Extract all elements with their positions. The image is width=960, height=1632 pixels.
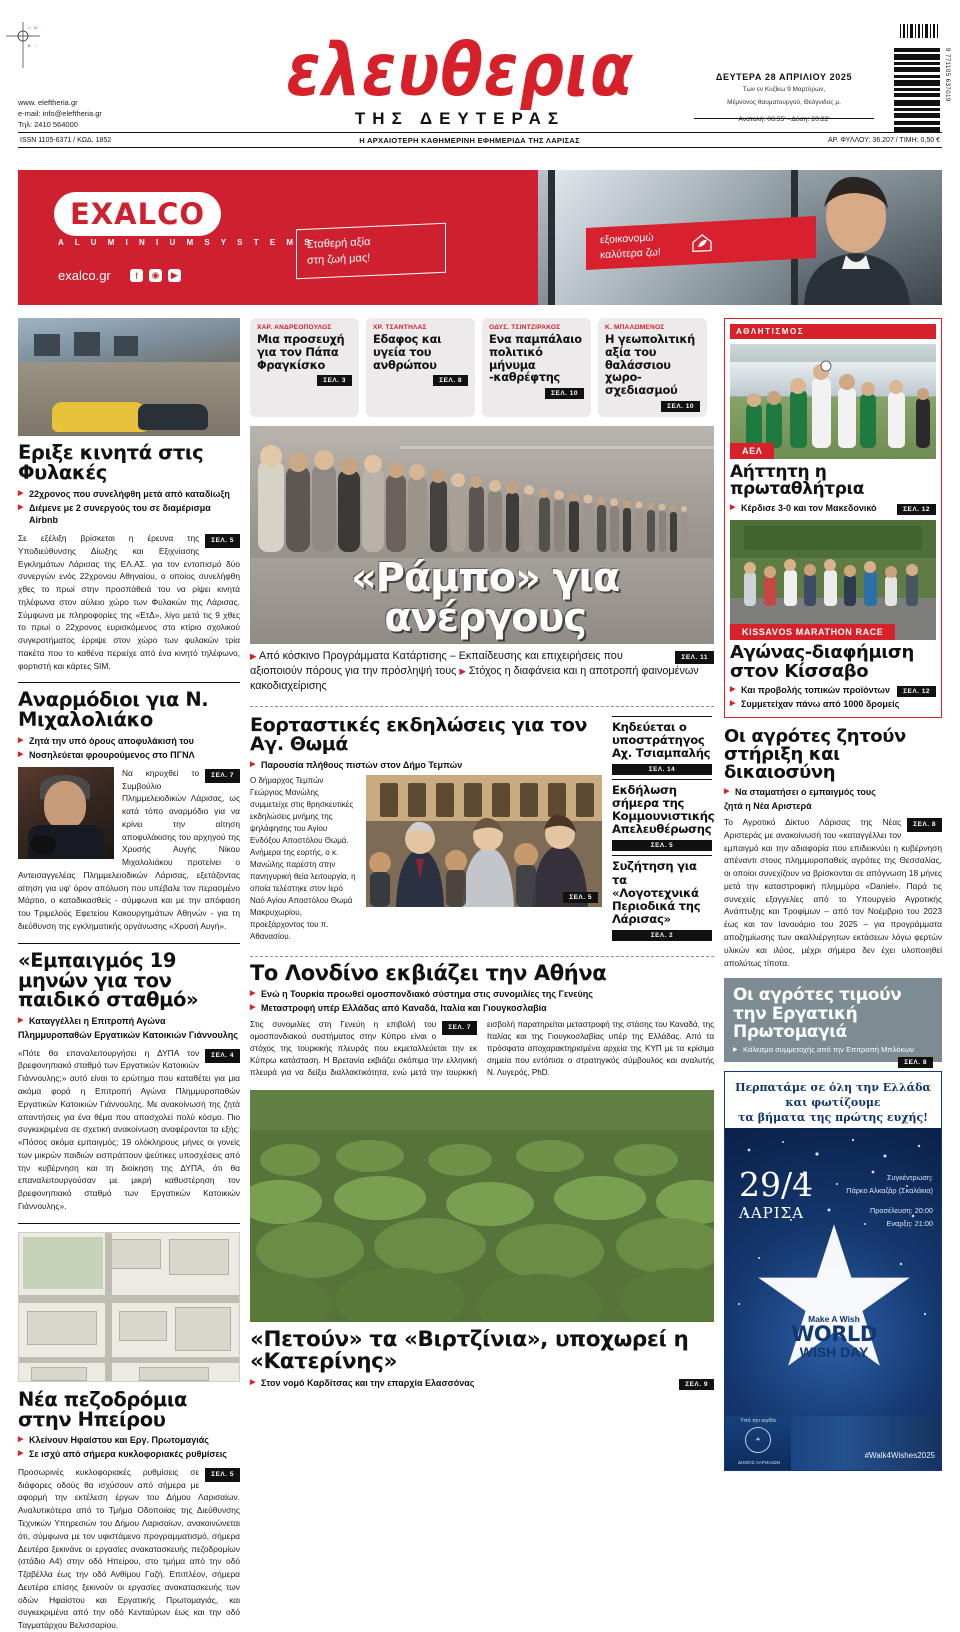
page-reference-badge[interactable]: ΣΕΛ. 10	[545, 388, 584, 399]
exalco-url[interactable]: exalco.gr	[58, 268, 111, 283]
page-reference-badge[interactable]: ΣΕΛ. 7	[205, 769, 240, 783]
article-headline: Εριξε κινητά στις Φυλακές	[18, 441, 204, 484]
barcode-main-icon	[894, 48, 940, 132]
page-reference-badge[interactable]: ΣΕΛ. 4	[205, 1049, 240, 1063]
logo-subtitle: ΤΗΣ ΔΕΥΤΕΡΑΣ	[354, 108, 566, 128]
meeting-label: Συγκέντρωση:	[886, 1173, 933, 1183]
article-farmers-support	[724, 725, 942, 970]
brief-boxes-column	[612, 716, 715, 945]
center-column	[250, 318, 714, 1391]
article-tobacco-varieties	[250, 1326, 714, 1391]
teaser-card[interactable]	[482, 318, 591, 417]
barcode-top-icon	[898, 22, 942, 40]
bullet-item: ▶ Διέμενε με 2 συνεργούς του σε διαμέρισμα Airbnb	[18, 502, 240, 528]
wish-title-line1: WORLD	[791, 1322, 877, 1347]
article-headline: «Πετούν» τα «Βιρτζίνια», υποχωρεί η «Κατερίνης»	[250, 1326, 689, 1374]
plan-block	[169, 1239, 229, 1275]
article-headline: Αναρμόδιοι για Ν. Μιχαλολιάκο	[18, 688, 209, 732]
slogan-right-line1: εξοικονομώ	[600, 231, 654, 247]
microphone-icon	[30, 835, 56, 855]
mayday-promo-box[interactable]	[724, 978, 942, 1067]
lead-sub-line2: που αξιοποιούν πόρους για την πρόσληψή τους	[250, 649, 623, 678]
brief-title: Συζήτηση για τα «Λογοτεχνικά Περιοδικά της Λάρισας»	[612, 859, 701, 926]
article-headline: Νέα πεζοδρόμια στην Ηπείρου	[18, 1387, 188, 1431]
teaser-card[interactable]	[598, 318, 707, 417]
left-column	[18, 318, 240, 1632]
issue-number-price: ΑΡ. ΦΥΛΛΟΥ: 36.207 / ΤΙΜΗ: 0,50 €	[827, 136, 940, 144]
exalco-logo	[54, 192, 221, 236]
slogan-left-line1: Σταθερή αξία	[307, 236, 371, 251]
thomas-article	[250, 713, 602, 945]
brief-box[interactable]	[612, 716, 712, 775]
plan-block	[31, 1367, 87, 1381]
masthead	[0, 0, 960, 145]
article-michaloliakos	[18, 690, 240, 932]
teaser-card[interactable]	[366, 318, 475, 417]
plan-road	[19, 1357, 240, 1363]
auspices-label: Υπό την αιγίδα	[740, 1418, 776, 1425]
article-headline: Οι αγρότες ζητούν στήριξη και δικαιοσύνη	[724, 725, 906, 784]
start-time: Εναρξη: 21:00	[886, 1218, 933, 1228]
article-headline: Αγώνας-διαφήμιση στον Κίσσαβο	[730, 642, 914, 682]
wish-top-line2: τα βήματα της πρώτης ευχής!	[738, 1111, 928, 1125]
issue-date: ΔΕΥΤΕΡΑ 28 ΑΠΡΙΛΙΟΥ 2025	[715, 72, 853, 82]
registration-mark-icon	[6, 22, 40, 68]
barcode-number: 9 771105 637019	[944, 48, 950, 102]
bullet-item: ▶ Και προβολής τοπικών προϊόντων	[730, 684, 936, 697]
wish-city-text: ΛΑΡΙΣΑ	[739, 1204, 805, 1223]
page-reference-badge[interactable]: ΣΕΛ. 3	[317, 375, 352, 386]
logo-wordmark: ελευθερια	[286, 26, 634, 113]
right-column	[724, 318, 942, 1471]
svg-text:M: M	[34, 25, 38, 30]
sports-section	[724, 318, 942, 718]
article-bullets	[18, 1015, 240, 1041]
article-new-sidewalks	[18, 1387, 240, 1632]
tobacco-plants-graphic	[250, 1090, 714, 1322]
bullet-item: ▶ Ενώ η Τουρκία προωθεί ομοσπονδιακό σύστημα στις συνομιλίες της Γενεύης	[250, 988, 714, 1001]
page-reference-badge[interactable]: ΣΕΛ. 7	[442, 1021, 477, 1035]
teaser-title: Μια προσευχή για τον Πάπα Φραγκίσκο	[257, 332, 345, 372]
page-reference-badge[interactable]: ΣΕΛ. 8	[898, 1057, 933, 1068]
municipality-label: ΔΗΜΟΣ ΛΑΡΙΣΑΙΩΝ	[737, 1460, 781, 1466]
page-reference-badge[interactable]: ΣΕΛ. 12	[897, 686, 936, 697]
teaser-title: Η γεωπολιτική αξία του θαλάσσιου χωρο-σχεδιασμού	[605, 332, 695, 398]
bullet-triangle-icon: ▶	[250, 650, 257, 661]
brief-box[interactable]	[612, 855, 712, 940]
svg-text:Y: Y	[34, 43, 37, 48]
article-body	[18, 532, 240, 672]
plan-block	[27, 1311, 97, 1345]
wish-ad-header	[725, 1072, 941, 1135]
plan-block	[139, 1367, 209, 1381]
promo-bullet: ▶ Κάλεσμα συμμετοχής από την Επιτροπή Μπλόκων	[733, 1045, 933, 1054]
page-reference-badge[interactable]: ΣΕΛ. 8	[907, 818, 942, 832]
plan-block	[109, 1239, 161, 1269]
make-a-wish-logo	[791, 1314, 877, 1360]
article-london-athens	[250, 960, 714, 1080]
article-body-text: Σε εξέλιξη βρίσκεται η έρευνα της Υποδιεύθυνσης Δίωξης και Εξιχνίασης Εγκλημάτων Λάρισας της ΕΛ.ΑΣ. για τον εντοπισμό δύο συνεργών ενός 22χρονου Αθηναίου, ο οποίος συνελήφθη χθες το πρωί στην προσπάθειά του να ρίψει κινητά τηλέφωνα στον αύλειο χώρο των Φυλακών της Λάρισας. Σύμφωνα με πληροφορίες της «ΕτΔ», λίγο μετά τις 9 χθες το πρωί ο 22χρονος ευρισκόμενος στο κτίριο σχολικού συγκροτήματος έρριψε στον χώρο των φυλακών τρία πακέτα που το καθένα περιείχε από ένα κινητό τηλέφωνο, φορτιστή και κάρτες SIM.	[18, 533, 240, 671]
saints-line-2: Μέμνονος θαυματουργού, Θεόγνιδος μ.	[727, 98, 841, 106]
opinion-teaser-row	[250, 318, 714, 417]
slogan-right-line2: καλύτερα ζω!	[600, 246, 661, 262]
exalco-brand-text: EXALCO	[70, 197, 206, 231]
wish-top-line1: Περπατάμε σε όλη την Ελλάδα και φωτίζουμε	[735, 1081, 931, 1110]
teaser-card[interactable]	[250, 318, 359, 417]
race-tag: KISSAVOS MARATHON RACE	[730, 624, 895, 640]
photo-window	[74, 332, 100, 356]
michaloliakos-portrait-photo	[18, 767, 114, 859]
teaser-author: ΟΔΥΣ. ΤΣΙΝΤΖΙΡΑΚΟΣ	[489, 324, 561, 331]
lead-story-subheadline	[250, 649, 714, 695]
article-subline: Πλημμυροπαθών Εργατικών Κατοικιών Γιάννουλης	[18, 1030, 238, 1041]
football-match-photo	[730, 344, 936, 459]
brief-title: Κηδεύεται ο υποστράτηγος Αχ. Τσιαμπαλής	[612, 719, 711, 760]
sports-section-label: ΑΘΛΗΤΙΣΜΟΣ	[730, 324, 936, 339]
phone-text: Τηλ: 2410 564000	[18, 119, 78, 129]
article-body-text: Το Αγροτικό Δίκτυο Λάρισας της Νέας Αριστεράς με ανακοίνωσή του «καταγγέλλει τον εμπαιγμό και την αδιαφορία που επιδεικνύει η κυβέρνηση απέναντι στους πλημμυροπαθείς αγρότες της Θεσσαλίας, οι οποίοι συνεχίζουν να βρίσκονται σε απόγνωση 18 μήνες μετά την καταστροφική πλημμύρα «Daniel». Παρά τις συνεχείς εξαγγελίες από το Υπουργείο Αγροτικής Ανάπτυξης και Τροφίμων – από τον Νοέμβριο του 2023 έως και τον Ιανουάριο του 2025 – για προγράμματα αποζημίωσης των ακαλλιέργητων εκτάσεων λόγω φερτών υλικών και ιλύος, μέχρι σήμερα δεν έχει υλοποιηθεί απολύτως τίποτα.	[724, 817, 942, 968]
svg-text:K: K	[28, 43, 31, 48]
publisher-contact	[18, 98, 102, 131]
exalco-subtitle: A L U M I N I U M S Y S T E M S	[58, 238, 315, 247]
bullet-item: ▶ Να σταματήσει ο εμπαιγμός τους	[724, 786, 942, 799]
brand-text: Make A Wish	[808, 1314, 860, 1325]
article-body	[250, 1019, 714, 1080]
bullet-triangle-icon: ▶	[459, 666, 466, 677]
bullet-item: ▶ Νοσηλεύεται φρουρούμενος στο ΠΓΝΛ	[18, 749, 240, 762]
tobacco-field-photo	[250, 1090, 714, 1322]
footer-crowd-photo	[791, 1416, 942, 1470]
article-body	[18, 1466, 240, 1632]
bullet-item: ▶ Ζητά την υπό όρους αποφυλάκισή του	[18, 735, 240, 748]
plan-block	[175, 1307, 231, 1351]
bullet-item: ▶ Παρουσία πλήθους πιστών στον Δήμο Τεμπών	[250, 759, 602, 772]
section-divider	[250, 706, 714, 707]
bullet-item: ▶ Συμμετείχαν πάνω από 1000 δρομείς	[730, 698, 936, 711]
world-wish-day-advertisement[interactable]	[724, 1071, 942, 1471]
teaser-author: ΧΡ. ΤΣΑΝΤΗΛΑΣ	[373, 324, 427, 331]
page-reference-badge[interactable]: ΣΕΛ. 12	[897, 504, 936, 515]
portrait-face	[44, 781, 86, 829]
page-reference-badge[interactable]: ΣΕΛ. 8	[433, 375, 468, 386]
article-headline: Εορταστικές εκδηλώσεις για τον Αγ. Θωμά	[250, 713, 588, 756]
teaser-author: ΧΑΡ. ΑΝΔΡΕΟΠΟΥΛΟΣ	[257, 324, 332, 331]
article-body-text: Ο δήμαρχος Τεμπών Γεώργιος Μανώλης συμμετείχε στις θρησκευτικές εκδηλώσεις μνήμης της ψηλάφησης του Αγίου Ενδόξου Αποστόλου Θωμά. Ανήμερα της εορτής, ο κ. Μανώλης παρέστη στην πανηγυρική θεία λειτουργία, η οποία τελέστηκε στον Ιερό Ναό Αγίου Αποστόλου Θωμά Μακρυχωρίου, προεξάρχοντος του π. Αθανασίου.	[250, 776, 356, 942]
article-headline: Το Λονδίνο εκβιάζει την Αθήνα	[250, 960, 607, 985]
queue-of-people-graphic	[250, 440, 714, 560]
bullet-item: ▶ Μεταστροφή υπέρ Ελλάδας από Καναδά, Ιταλία και Γιουγκοσλαβία	[250, 1002, 714, 1015]
website-text: www. eleftheria.gr	[18, 98, 78, 107]
section-divider	[250, 956, 714, 957]
sunrise-sunset: Ανατολή: 06:35' - Δύση: 20:22'	[738, 115, 830, 123]
municipality-seal-icon: ☘	[745, 1427, 771, 1453]
date-block	[694, 72, 874, 123]
article-body	[724, 816, 942, 969]
svg-text:C: C	[28, 25, 31, 30]
article-body-text: «Πότε θα επαναλειτουργήσει η ΔΥΠΑ τον βρεφονηπιακό σταθμό των Εργατικών Κατοικιών Γιάννουλης;» αυτό είναι το ερώτημα που καταθέτει για μια ακόμα φορά η Επιτροπή Αγώνα Πλημμυροπαθών Εργατικών Κατοικιών Γιάννουλης. Με ανακοίνωσή της ζητά απαντήσεις για ένα θέμα που απασχολεί πολύ κόσμο. Πιο συγκεκριμένα σε σχετική ανακοίνωση αναφέρονται τα εξής: «Πόσος ακόμα εμπαιγμός; 19 ολόκληρους μήνες οι γονείς των μικρών παιδιών εισπράττουν ψεύτικες υποσχέσεις από την κυβέρνηση και τη διοίκηση της ΔΥΠΑ, ότι θα επαναλειτουργούσαν με μικρή καθυστέρηση τον βρεφονηπιακό σταθμό των Εργατικών Κατοικιών Γιάννουλης».	[18, 1047, 240, 1211]
photo-window	[34, 334, 60, 356]
article-bullets	[18, 735, 240, 762]
photo-dark-car	[138, 404, 208, 430]
page-reference-badge[interactable]: ΣΕΛ. 11	[675, 651, 714, 664]
instagram-icon[interactable]: ◉	[149, 269, 162, 282]
newspaper-logo	[235, 26, 685, 129]
church-ceremony-photo	[366, 775, 602, 907]
thomas-and-sidebar-row	[250, 713, 715, 945]
page-reference-badge[interactable]: ΣΕΛ. 5	[563, 892, 598, 903]
lead-sub-line3: Στόχος η διαφάνεια	[468, 665, 561, 678]
bullet-item: ▶ Κέρδισε 3-0 και τον Μακεδονικό	[730, 502, 936, 515]
article-subline: ζητά η Νέα Αριστερά	[724, 800, 812, 811]
congregation-graphic	[366, 775, 602, 907]
saints-line-1: Των εν Κυζίκω 9 Μαρτύρων,	[742, 86, 826, 93]
teaser-title: Ενα παμπάλαιο πολιτικό μήνυμα -καθρέφτης	[489, 332, 582, 385]
article-prison-phones	[18, 443, 240, 672]
issn-text: ISSN 1105-6371 / ΚΩΔ. 1852	[20, 136, 112, 144]
wish-title-line2: WISH DAY	[799, 1344, 869, 1361]
wish-ad-footer	[725, 1416, 942, 1470]
meeting-place: Πάρκο Αλκαζάρ (Σκαλάκια)	[846, 1185, 933, 1195]
newspaper-tagline: Η ΑΡΧΑΙΟΤΕΡΗ ΚΑΘΗΜΕΡΙΝΗ ΕΦΗΜΕΡΙΔΑ ΤΗΣ ΛΑΡΙΣΑΣ	[359, 135, 580, 145]
wish-event-details	[846, 1172, 933, 1230]
brief-title: Εκδήλωση σήμερα της Κομμουνιστικής Απελευθέρωσης	[612, 783, 715, 837]
section-divider	[18, 682, 240, 683]
article-body-text: Να κηρυχθεί το Συμβούλιο Πλημμελειοδικών Λάρισας, ως κατά τόπο αναρμόδιο για να κρίνει την αίτηση αποφυλάκισης του αρχηγού της Χρυσής Αυγής Νίκου Μιχαλολιάκου προτείνει ο Αντεισαγγελέας Πλημμελειοδικών Λάρισας, εξετάζοντας αίτηση για υφ' όρον απόλυση που υπέβαλε τον περασμένο Μάρτιο, ο καταδικασθείς - σύμφωνα και με την απόφαση του Τριμελούς Εφετείου Κακουργημάτων Αθηνών - για τη διεύθυνση της εγκληματικής οργάνωσης «Χρυσή Αυγή».	[18, 767, 240, 931]
arrival-time: Προσέλευση: 20:00	[869, 1206, 933, 1216]
prison-building-photo	[18, 318, 240, 436]
bullet-item: ▶ Στον νομό Καρδίτσας και την επαρχία Ελασσόνας	[250, 1377, 714, 1390]
page-reference-badge[interactable]: ΣΕΛ. 5	[205, 1468, 240, 1482]
exalco-slogan-left	[296, 223, 446, 279]
plan-block	[119, 1311, 167, 1341]
brief-box[interactable]	[612, 779, 715, 851]
promo-headline: Οι αγρότες τιμούν την Εργατική Πρωτομαγιά	[733, 985, 902, 1043]
email-text: e-mail: info@eleftheria.gr	[18, 108, 102, 118]
photo-window	[114, 336, 138, 356]
wish-date-text: 29/4	[739, 1165, 814, 1205]
page-reference-badge[interactable]: ΣΕΛ. 5	[612, 840, 712, 851]
teaser-title: Εδαφος και υγεία του ανθρώπου	[373, 332, 442, 372]
marathon-race-photo	[730, 520, 936, 640]
street-plan-map-image	[18, 1232, 240, 1382]
barcode	[892, 22, 948, 134]
article-nursery-mockery	[18, 948, 240, 1213]
wish-event-date-block	[739, 1165, 814, 1223]
slogan-left-line2: στη ζωή μας!	[307, 251, 371, 267]
article-body	[18, 1047, 240, 1213]
section-divider	[18, 943, 240, 944]
article-body-text: Στις συνομιλίες στη Γενεύη η επιβολή του ομοσπονδιακού συστήματος στην Κύπρο είναι ο στόχος της τουρκικής πλευράς που εκμεταλλεύεται την εκ Κύπρω κατάσταση. Η Βρετανία εκβιάζει σκόπιμα την ελληνική πλευρά για να δείξει διαλλακτικότητα, ενώ μετά την τουρκική εισβολή παρατηρείται μεταστροφή της στάσης του Καναδά, της Ιταλίας και της Γιουγκοσλαβίας υπέρ της Ελλάδας. Από τα πρόσφατα αποχαρακτηρισμένα αρχεία της ΚΥΠ με τα κρίσιμα σημεία που εντόπισε ο στρατηγικός σύμβουλος και αναλυτής Ν. Λυγερός, PhD.	[250, 1019, 714, 1078]
wish-ad-body	[725, 1128, 942, 1418]
lead-sub-line1: Από κόσκινο Προγράμματα Κατάρτισης – Εκπαίδευσης και επιχειρήσεις	[258, 649, 601, 662]
lead-sub-line4: και η αποτροπή φαινομένων κακοδιαχείρισης	[250, 665, 699, 693]
date-divider	[694, 118, 874, 119]
team-tag: ΑΕΛ	[730, 443, 774, 459]
photo-yellow-car	[52, 402, 148, 432]
runners-graphic	[730, 520, 936, 640]
social-icons[interactable]	[130, 269, 181, 282]
bullet-item: ▶ Καταγγέλλει η Επιτροπή Αγώνα	[18, 1015, 240, 1028]
lead-story-title: «Ράμπο» για ανέργους	[350, 554, 620, 641]
article-bullets	[18, 1434, 240, 1461]
thomas-content	[250, 775, 602, 943]
section-divider	[18, 1223, 240, 1224]
lead-story-photo	[250, 426, 714, 644]
plan-green-area	[23, 1237, 103, 1289]
article-headline: «Εμπαιγμός 19 μηνών για τον παιδικό σταθμό»	[18, 948, 199, 1012]
page-reference-badge[interactable]: ΣΕΛ. 10	[661, 401, 700, 412]
bullet-item: ▶ 22χρονος που συνελήφθη μετά από καταδίωξη	[18, 488, 240, 501]
bullet-item: ▶ Σε ισχύ από σήμερα κυκλοφοριακές ρυθμίσεις	[18, 1448, 240, 1461]
article-body-text: Προσωρινές κυκλοφοριακές ρυθμίσεις σε διάφορες οδούς θα ισχύσουν από σήμερα με αφορμή την εκτέλεση έργων του Δήμου Λαρισαίων. Αναλυτικότερα από το Τμήμα Οδοποιίας της Διεύθυνσης Τεχνικών Υπηρεσιών του Δήμου Λαρισαίων, ανακοινώνεται ότι, σύμφωνα με τον υφιστάμενο προγραμματισμό, σήμερα Δευτέρα ξεκινάνε οι εργασίες ανακατασκευής πεζοδρομίων (στάδιο Α4) στην οδό Ηπείρου, στο τμήμα από την οδό Τζαβέλλα έως την οδό Ανθίμου Γαζή. Επιπλέον, σήμερα Δευτέρα επίσης ξεκινούν οι εργασίες ανακατασκευής των οδών Ηφαίστου και Εργατικής Πρωτομαγιάς, και συγκεκριμένα από την οδό Κενταύρων έως και την οδό Ταγματάρχου Βελισσαρίου.	[18, 1466, 240, 1631]
house-leaf-icon	[691, 232, 713, 253]
teaser-author: Κ. ΜΠΑΛΩΜΕΝΟΣ	[605, 324, 665, 331]
football-players-graphic	[730, 344, 936, 459]
exalco-advertisement[interactable]	[18, 170, 942, 305]
hashtag-text: #Walk4Wishes2025	[864, 1451, 935, 1461]
bullet-item: ▶ Κλείνουν Ηφαίστου και Εργ. Πρωτομαγιάς	[18, 1434, 240, 1447]
masthead-info-bar	[18, 132, 942, 148]
page-reference-badge[interactable]: ΣΕΛ. 5	[205, 534, 240, 548]
facebook-icon[interactable]: f	[130, 269, 143, 282]
youtube-icon[interactable]: ▶	[168, 269, 181, 282]
article-bullets	[18, 488, 240, 527]
article-headline: Αήττητη η πρωταθλήτρια	[730, 462, 864, 500]
plan-road	[19, 1295, 240, 1303]
page-reference-badge[interactable]: ΣΕΛ. 2	[612, 930, 712, 941]
page-reference-badge[interactable]: ΣΕΛ. 14	[612, 764, 712, 775]
page-reference-badge[interactable]: ΣΕΛ. 9	[679, 1379, 714, 1390]
